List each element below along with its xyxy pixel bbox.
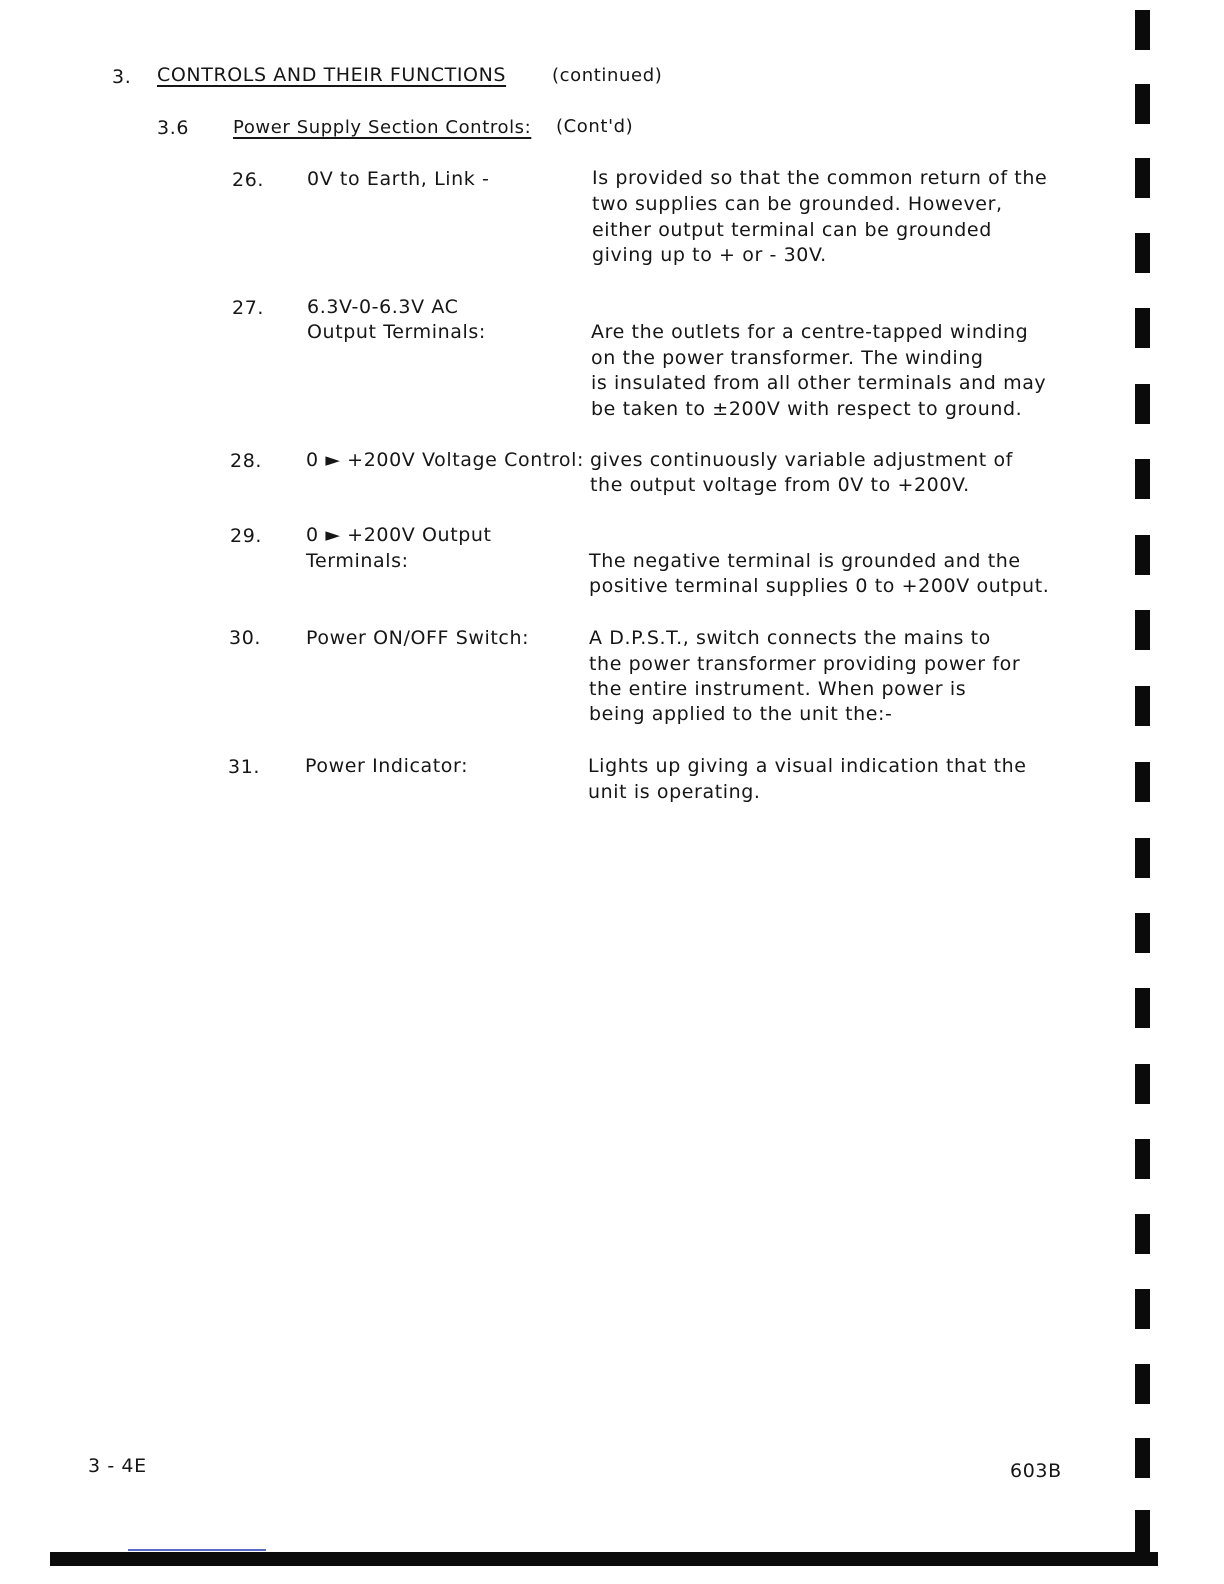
- item-description-line: The negative terminal is grounded and the: [589, 550, 1021, 572]
- binder-mark: [1135, 1510, 1150, 1554]
- page-number: 3 - 4E: [88, 1455, 147, 1477]
- binder-mark: [1135, 1139, 1150, 1179]
- binder-mark: [1135, 838, 1150, 878]
- section-title-suffix: (continued): [552, 65, 663, 86]
- section-number: 3.: [112, 66, 132, 88]
- item-description-line: Are the outlets for a centre-tapped winding: [591, 321, 1029, 343]
- subsection-number: 3.6: [157, 117, 190, 139]
- binder-mark: [1135, 384, 1150, 424]
- binder-mark: [1135, 1364, 1150, 1404]
- item-label: 0 ► +200V Output: [306, 524, 492, 546]
- subsection-suffix: (Cont'd): [556, 116, 634, 137]
- item-number: 27.: [232, 297, 265, 319]
- binder-mark: [1135, 535, 1150, 575]
- item-description-line: A D.P.S.T., switch connects the mains to: [589, 627, 991, 649]
- item-number: 30.: [229, 627, 262, 649]
- item-label: Output Terminals:: [307, 321, 486, 343]
- binder-mark: [1135, 686, 1150, 726]
- item-description-line: gives continuously variable adjustment of: [590, 449, 1013, 471]
- item-number: 31.: [228, 756, 261, 778]
- item-description-line: on the power transformer. The winding: [591, 347, 984, 369]
- item-description-line: unit is operating.: [588, 781, 761, 803]
- item-description-line: either output terminal can be grounded: [592, 219, 992, 241]
- item-label: 6.3V-0-6.3V AC: [307, 296, 459, 318]
- item-label: 0 ► +200V Voltage Control:: [306, 449, 584, 471]
- binder-mark: [1135, 762, 1150, 802]
- binder-mark: [1135, 1438, 1150, 1478]
- binder-mark: [1135, 1214, 1150, 1254]
- item-description-line: giving up to + or - 30V.: [592, 244, 827, 266]
- binder-mark: [1135, 233, 1150, 273]
- subsection-title: Power Supply Section Controls:: [233, 117, 532, 138]
- item-description-line: is insulated from all other terminals and may: [591, 372, 1047, 394]
- binder-mark: [1135, 459, 1150, 499]
- item-label: Power Indicator:: [305, 755, 469, 777]
- binder-mark: [1135, 610, 1150, 650]
- item-label: Power ON/OFF Switch:: [306, 627, 530, 649]
- binder-mark: [1135, 84, 1150, 124]
- item-number: 29.: [230, 525, 263, 547]
- binder-mark: [1135, 1064, 1150, 1104]
- binder-mark: [1135, 913, 1150, 953]
- item-description-line: Is provided so that the common return of the: [592, 167, 1048, 189]
- item-description-line: be taken to ±200V with respect to ground.: [591, 398, 1023, 420]
- item-description-line: the power transformer providing power for: [589, 653, 1021, 675]
- item-label: Terminals:: [306, 550, 409, 572]
- item-number: 26.: [232, 169, 265, 191]
- model-number: 603B: [1010, 1460, 1062, 1482]
- item-description-line: the entire instrument. When power is: [589, 678, 967, 700]
- item-description-line: the output voltage from 0V to +200V.: [590, 474, 970, 496]
- binder-mark: [1135, 988, 1150, 1028]
- item-description-line: being applied to the unit the:-: [589, 703, 893, 725]
- item-description-line: Lights up giving a visual indication that the: [588, 755, 1027, 777]
- item-number: 28.: [230, 450, 263, 472]
- item-description-line: positive terminal supplies 0 to +200V output.: [589, 575, 1050, 597]
- binder-mark: [1135, 158, 1150, 198]
- item-description-line: two supplies can be grounded. However,: [592, 193, 1003, 215]
- binder-mark: [1135, 1289, 1150, 1329]
- binder-mark: [1135, 10, 1150, 50]
- binder-mark: [1135, 308, 1150, 348]
- scan-artifact-line: [128, 1549, 266, 1551]
- section-title: CONTROLS AND THEIR FUNCTIONS: [157, 64, 507, 86]
- item-label: 0V to Earth, Link -: [307, 168, 490, 190]
- bottom-border-rule: [50, 1552, 1158, 1566]
